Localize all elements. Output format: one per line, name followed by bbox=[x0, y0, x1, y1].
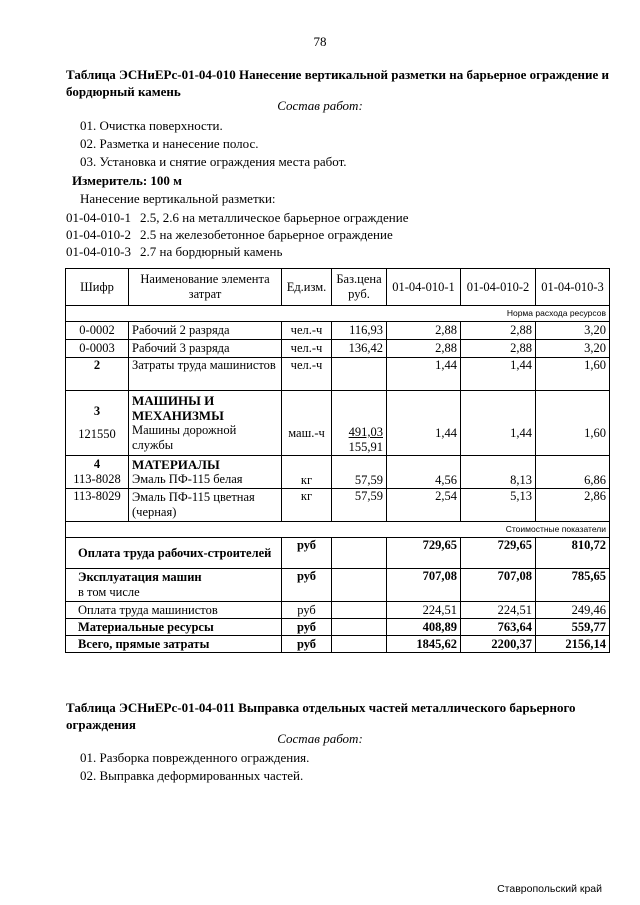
price-top: 491,03 bbox=[348, 425, 383, 439]
table-row bbox=[66, 489, 610, 522]
table2-step-2: 02. Выправка деформированных частей. bbox=[80, 768, 304, 783]
row-unit: чел.-ч bbox=[282, 358, 332, 391]
cost-value-2: 763,64 bbox=[461, 619, 536, 636]
cost-value-3: 785,65 bbox=[536, 569, 610, 602]
row-value-3: 3,20 bbox=[536, 340, 610, 358]
row-value-3: 3,20 bbox=[536, 322, 610, 340]
row-value-2: 2,88 bbox=[461, 322, 536, 340]
variant-1 bbox=[66, 210, 409, 226]
header-col-1: 01-04-010-1 bbox=[387, 269, 461, 306]
row-value-3: 6,86 bbox=[536, 456, 610, 489]
row-code: 113-8029 bbox=[66, 489, 129, 522]
table2-title: Таблица ЭСНиЕРс-01-04-011 Выправка отдельных частей металлического барьерного ограждения bbox=[66, 700, 576, 732]
row-name bbox=[129, 391, 282, 456]
table1-step-3: 03. Установка и снятие ограждения места работ. bbox=[80, 154, 347, 169]
cost-price bbox=[332, 636, 387, 653]
row-price bbox=[332, 391, 387, 456]
cost-value-2: 707,08 bbox=[461, 569, 536, 602]
row-code bbox=[66, 391, 129, 456]
row-value-1: 1,44 bbox=[387, 391, 461, 456]
row-unit: кг bbox=[282, 489, 332, 522]
row-value-1: 4,56 bbox=[387, 456, 461, 489]
row-name: Затраты труда машинистов bbox=[129, 358, 282, 391]
row-price bbox=[332, 358, 387, 391]
row-value-2: 2,88 bbox=[461, 340, 536, 358]
cost-subheader bbox=[66, 522, 610, 538]
page-number: 78 bbox=[313, 34, 327, 49]
cost-value-2: 2200,37 bbox=[461, 636, 536, 653]
resource-table bbox=[65, 268, 610, 653]
group-code: 4 bbox=[93, 457, 101, 471]
variant-3 bbox=[66, 244, 282, 260]
cost-unit: руб bbox=[282, 569, 332, 602]
row-value-1: 2,88 bbox=[387, 322, 461, 340]
row-price: 57,59 bbox=[332, 489, 387, 522]
cost-row bbox=[66, 602, 610, 619]
table1-step-1: 01. Очистка поверхности. bbox=[80, 118, 223, 133]
row-code: 2 bbox=[66, 358, 129, 391]
cost-name: Материальные ресурсы bbox=[66, 619, 282, 636]
cost-unit: руб bbox=[282, 619, 332, 636]
row-value-3: 1,60 bbox=[536, 391, 610, 456]
cost-label: Стоимостные показатели bbox=[66, 522, 610, 538]
row-value-2: 1,44 bbox=[461, 358, 536, 391]
row-name: Рабочий 3 разряда bbox=[129, 340, 282, 358]
variant-text: 2.5 на железобетонное барьерное ограждение bbox=[140, 227, 393, 242]
cost-unit: руб bbox=[282, 538, 332, 569]
row-value-2: 5,13 bbox=[461, 489, 536, 522]
cost-value-3: 810,72 bbox=[536, 538, 610, 569]
price-bottom: 155,91 bbox=[348, 440, 383, 454]
header-col-2: 01-04-010-2 bbox=[461, 269, 536, 306]
cost-value-2: 729,65 bbox=[461, 538, 536, 569]
table1-composition-heading: Состав работ: bbox=[277, 98, 363, 113]
cost-price bbox=[332, 538, 387, 569]
resource-name: Машины дорожной службы bbox=[132, 423, 237, 452]
row-name bbox=[129, 456, 282, 489]
header-code: Шифр bbox=[66, 269, 129, 306]
row-unit: чел.-ч bbox=[282, 322, 332, 340]
cost-value-3: 2156,14 bbox=[536, 636, 610, 653]
table1-title: Таблица ЭСНиЕРс-01-04-010 Нанесение вертикальной разметки на барьерное ограждение и бордюрный камень bbox=[66, 67, 609, 99]
cost-name-main: Эксплуатация машин bbox=[78, 570, 202, 584]
cost-name-sub: в том числе bbox=[78, 585, 140, 599]
variant-code: 01-04-010-1 bbox=[66, 210, 131, 225]
header-price: Баз.цена руб. bbox=[332, 269, 387, 306]
row-code: 0-0002 bbox=[66, 322, 129, 340]
resource-code: 113-8028 bbox=[73, 472, 121, 486]
variant-code: 01-04-010-3 bbox=[66, 244, 131, 259]
norm-label: Норма расхода ресурсов bbox=[66, 306, 610, 322]
row-unit: маш.-ч bbox=[282, 391, 332, 456]
cost-name bbox=[66, 569, 282, 602]
row-value-2: 1,44 bbox=[461, 391, 536, 456]
cost-row bbox=[66, 569, 610, 602]
cost-name: Всего, прямые затраты bbox=[66, 636, 282, 653]
row-price: 116,93 bbox=[332, 322, 387, 340]
resource-code: 121550 bbox=[78, 427, 116, 441]
variant-text: 2.7 на бордюрный камень bbox=[140, 244, 283, 259]
row-value-2: 8,13 bbox=[461, 456, 536, 489]
table1-step-2: 02. Разметка и нанесение полос. bbox=[80, 136, 259, 151]
cost-value-3: 249,46 bbox=[536, 602, 610, 619]
table-row bbox=[66, 456, 610, 489]
table-row bbox=[66, 391, 610, 456]
cost-value-3: 559,77 bbox=[536, 619, 610, 636]
cost-value-1: 1845,62 bbox=[387, 636, 461, 653]
table1-meter: Измеритель: 100 м bbox=[72, 173, 183, 188]
row-value-1: 1,44 bbox=[387, 358, 461, 391]
cost-unit: руб bbox=[282, 602, 332, 619]
cost-value-2: 224,51 bbox=[461, 602, 536, 619]
resource-name: Эмаль ПФ-115 белая bbox=[132, 472, 243, 486]
norm-subheader bbox=[66, 306, 610, 322]
cost-price bbox=[332, 602, 387, 619]
cost-price bbox=[332, 619, 387, 636]
table2-composition-heading: Состав работ: bbox=[277, 731, 363, 746]
table-row bbox=[66, 340, 610, 358]
footer-region: Ставропольский край bbox=[497, 883, 602, 895]
row-value-3: 1,60 bbox=[536, 358, 610, 391]
header-name: Наименование элемента затрат bbox=[129, 269, 282, 306]
cost-unit: руб bbox=[282, 636, 332, 653]
group-code: 3 bbox=[93, 404, 101, 418]
row-name: Эмаль ПФ-115 цветная (черная) bbox=[129, 489, 282, 522]
row-price: 136,42 bbox=[332, 340, 387, 358]
header-unit: Ед.изм. bbox=[282, 269, 332, 306]
group-title: МАТЕРИАЛЫ bbox=[132, 457, 220, 472]
variant-text: 2.5, 2.6 на металлическое барьерное ограждение bbox=[140, 210, 409, 225]
table-row bbox=[66, 322, 610, 340]
row-value-3: 2,86 bbox=[536, 489, 610, 522]
group-title: МАШИНЫ И МЕХАНИЗМЫ bbox=[132, 393, 224, 423]
header-col-3: 01-04-010-3 bbox=[536, 269, 610, 306]
table-row bbox=[66, 358, 610, 391]
table2-step-1: 01. Разборка поврежденного ограждения. bbox=[80, 750, 310, 765]
table-header bbox=[66, 269, 610, 306]
cost-price bbox=[332, 569, 387, 602]
cost-row bbox=[66, 619, 610, 636]
row-unit: кг bbox=[282, 456, 332, 489]
row-code: 0-0003 bbox=[66, 340, 129, 358]
cost-value-1: 408,89 bbox=[387, 619, 461, 636]
row-value-1: 2,88 bbox=[387, 340, 461, 358]
row-code bbox=[66, 456, 129, 489]
cost-name: Оплата труда машинистов bbox=[66, 602, 282, 619]
row-price: 57,59 bbox=[332, 456, 387, 489]
cost-value-1: 707,08 bbox=[387, 569, 461, 602]
cost-row-total bbox=[66, 636, 610, 653]
cost-value-1: 729,65 bbox=[387, 538, 461, 569]
cost-row bbox=[66, 538, 610, 569]
table1-description: Нанесение вертикальной разметки: bbox=[80, 191, 276, 206]
variant-code: 01-04-010-2 bbox=[66, 227, 131, 242]
row-value-1: 2,54 bbox=[387, 489, 461, 522]
cost-value-1: 224,51 bbox=[387, 602, 461, 619]
row-name: Рабочий 2 разряда bbox=[129, 322, 282, 340]
variant-2 bbox=[66, 227, 393, 243]
row-unit: чел.-ч bbox=[282, 340, 332, 358]
cost-name: Оплата труда рабочих-строителей bbox=[66, 538, 282, 569]
